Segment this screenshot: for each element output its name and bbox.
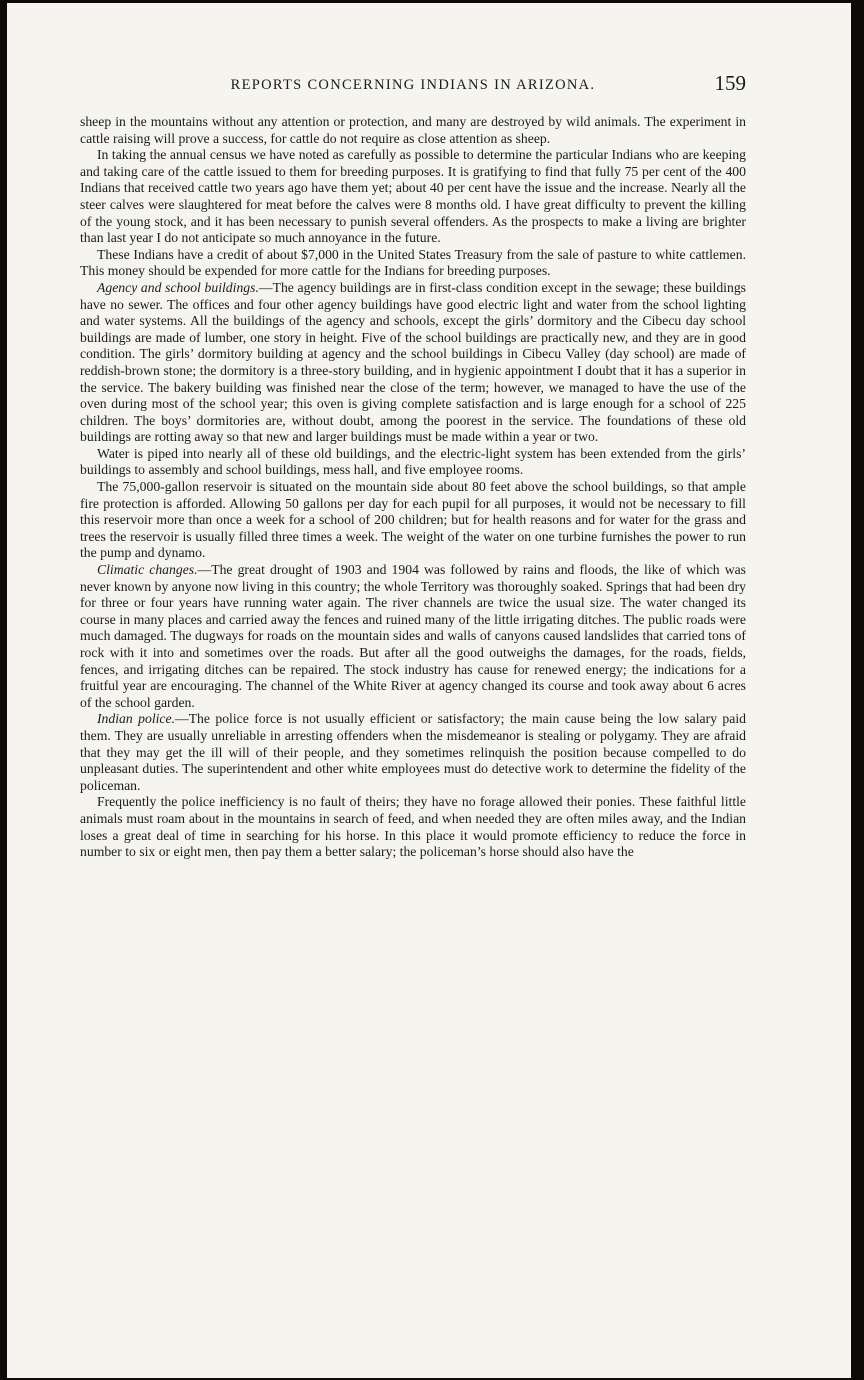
paragraph: sheep in the mountains without any attention or protection, and many are destroyed by wild animals. The experiment in cattle raising will prove a success, for cattle do not require as close attention as sheep. <box>80 114 746 146</box>
page-title: REPORTS CONCERNING INDIANS IN ARIZONA. <box>230 77 596 93</box>
scan-edge-top <box>0 0 864 3</box>
paragraph: Climatic changes.—The great drought of 1903 and 1904 was followed by rains and floods, the like of which was never known by anyone now living in this country; the whole Territory was thoroughly soaked. Springs that had been dry for three or four years have running water again. The river channels are twice the usual size. The water changed its course in many places and carried away the fences and ruined many of the little irrigating ditches. The public roads were much damaged. The dugways for roads on the mountain sides and walls of canyons caused landslides that carried tons of rock with it into and sometimes over the roads. But after all the good outweighs the damages, for the roads, fields, fences, and irrigating ditches can be repaired. The stock industry has cause for renewed energy; the indications for a fruitful year are encouraging. The channel of the White River at agency changed its course and took away about 6 acres of the school garden. <box>80 562 746 710</box>
scan-edge-left <box>0 0 7 1380</box>
paragraph: Agency and school buildings.—The agency buildings are in first-class condition except in the sewage; these buildings have no sewer. The offices and four other agency buildings have good electric light and water from the school lighting and water systems. All the buildings of the agency and schools, except the girls’ dormitory and the Cibecu day school buildings are made of lumber, one story in height. Five of the school buildings are practically new, and they are in good condition. The girls’ dormitory building at agency and the school buildings in Cibecu Valley (day school) are made of reddish-brown stone; the dormitory is a three-story building, and in hygienic appointment I doubt that it has a superior in the service. The bakery building was finished near the close of the term; however, we managed to have the use of the oven during most of the school year; this oven is giving complete satisfaction and is large enough for a school of 225 children. The boys’ dormitories are, without doubt, among the poorest in the service. The foundations of these old buildings are rotting away so that new and larger buildings must be made within a year or two. <box>80 279 746 445</box>
paragraph: Water is piped into nearly all of these old buildings, and the electric-light system has been extended from the girls’ buildings to assembly and school buildings, mess hall, and five employee rooms. <box>80 445 746 478</box>
paragraph: These Indians have a credit of about $7,000 in the United States Treasury from the sale of pasture to white cattlemen. This money should be expended for more cattle for the Indians for breeding purposes. <box>80 246 746 279</box>
page-header <box>80 70 746 100</box>
document-page <box>80 70 746 861</box>
paragraph: Indian police.—The police force is not usually efficient or satisfactory; the main cause being the low salary paid them. They are usually unreliable in arresting offenders when the misdemeanor is stealing or polygamy. They are afraid that they may get the ill will of their people, and they sometimes relinquish the position because compelled to do unpleasant duties. The superintendent and other white employees must do detective work to determine the fidelity of the policeman. <box>80 711 746 793</box>
paragraph-lead: Climatic changes. <box>97 562 198 578</box>
document-body <box>80 114 746 861</box>
paragraph-lead: Indian police. <box>97 711 175 727</box>
page-number: 159 <box>714 71 746 95</box>
paragraph: The 75,000-gallon reservoir is situated on the mountain side about 80 feet above the school buildings, so that ample fire protection is afforded. Allowing 50 gallons per day for each pupil for all purposes, it would not be necessary to fill this reservoir more than once a week for a school of 200 children; but for health reasons and for water for the grass and trees the reservoir is usually filled three times a week. The weight of the water on one turbine furnishes the power to run the pump and dynamo. <box>80 479 746 561</box>
paragraph: In taking the annual census we have noted as carefully as possible to determine the particular Indians who are keeping and taking care of the cattle issued to them for breeding purposes. It is gratifying to find that fully 75 per cent of the 400 Indians that received cattle two years ago have them yet; about 40 per cent have the issue and the increase. Nearly all the steer calves were slaughtered for meat before the calves were 8 months old. I have great difficulty to prevent the killing of the young stock, and it has been necessary to punish several offenders. As the prospects to make a living are brighter than last year I do not anticipate so much annoyance in the future. <box>80 147 746 246</box>
paragraph-lead: Agency and school buildings. <box>97 279 259 295</box>
scan-edge-right <box>851 0 864 1380</box>
paragraph: Frequently the police inefficiency is no fault of theirs; they have no forage allowed their ponies. These faithful little animals must roam about in the mountains in search of feed, and when needed they are often miles away, and the Indian loses a great deal of time in searching for his horse. In this place it would promote efficiency to reduce the force in number to six or eight men, then pay them a better salary; the policeman’s horse should also have the <box>80 794 746 860</box>
